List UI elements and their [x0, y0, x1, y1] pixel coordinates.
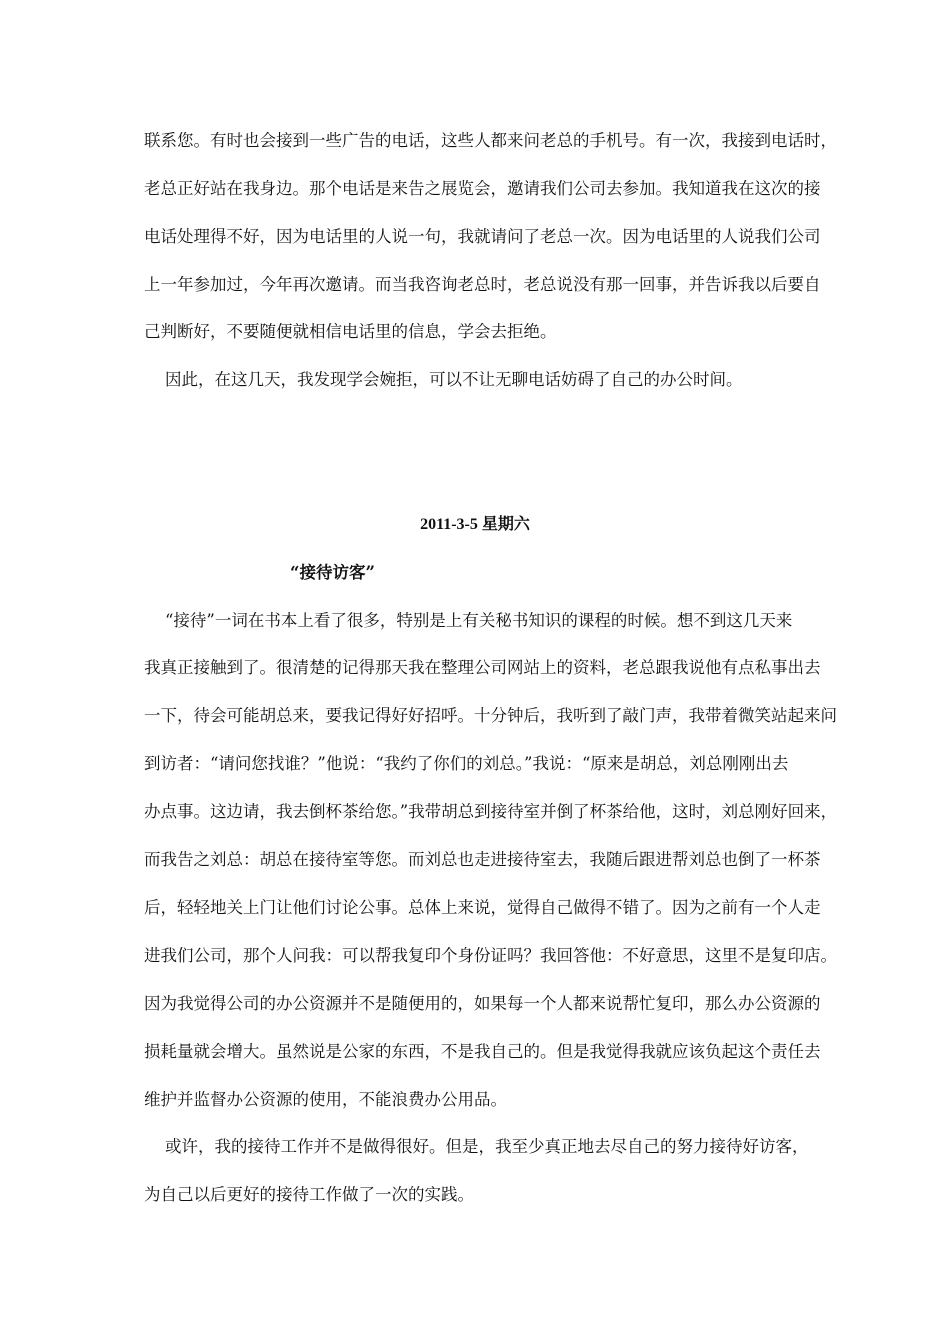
- paragraph-line: 进我们公司，那个人问我：可以帮我复印个身份证吗？我回答他：不好意思，这里不是复印店。: [144, 946, 837, 965]
- paragraph-line: 一下，待会可能胡总来，要我记得好好招呼。十分钟后，我听到了敲门声，我带着微笑站起来问: [144, 706, 837, 725]
- closing-paragraph: 因此，在这几天，我发现学会婉拒，可以不让无聊电话妨碍了自己的办公时间。: [165, 370, 743, 389]
- paragraph-line: “接待”一词在书本上看了很多，特别是上有关秘书知识的课程的时候。想不到这几天来: [165, 611, 793, 630]
- paragraph-line: 损耗量就会增大。虽然说是公家的东西，不是我自己的。但是我觉得我就应该负起这个责任去: [144, 1042, 821, 1061]
- closing-paragraph-line: 为自己以后更好的接待工作做了一次的实践。: [144, 1185, 474, 1204]
- paragraph-line: 上一年参加过，今年再次邀请。而当我咨询老总时，老总说没有那一回事，并告诉我以后要自: [144, 275, 821, 294]
- paragraph-line: 办点事。这边请，我去倒杯茶给您。”我带胡总到接待室并倒了杯茶给他，这时，刘总刚好回来，: [144, 802, 838, 821]
- paragraph-line: 我真正接触到了。很清楚的记得那天我在整理公司网站上的资料，老总跟我说他有点私事出去: [144, 658, 821, 677]
- entry-date: 2011-3-5 星期六: [420, 516, 530, 533]
- closing-paragraph-line: 或许，我的接待工作并不是做得很好。但是，我至少真正地去尽自己的努力接待好访客，: [165, 1137, 809, 1156]
- paragraph-line: 到访者：“请问您找谁？”他说：“我约了你们的刘总。”我说：“原来是胡总，刘总刚刚出去: [144, 754, 789, 773]
- paragraph-line: 维护并监督办公资源的使用，不能浪费办公用品。: [144, 1090, 507, 1109]
- paragraph-line: 老总正好站在我身边。那个电话是来告之展览会，邀请我们公司去参加。我知道我在这次的接: [144, 179, 821, 198]
- paragraph-line: 己判断好，不要随便就相信电话里的信息，学会去拒绝。: [144, 322, 557, 341]
- paragraph-line: 后，轻轻地关上门让他们讨论公事。总体上来说，觉得自己做得不错了。因为之前有一个人走: [144, 898, 821, 917]
- paragraph-line: 联系您。有时也会接到一些广告的电话，这些人都来问老总的手机号。有一次，我接到电话时，: [144, 131, 837, 150]
- paragraph-line: 而我告之刘总：胡总在接待室等您。而刘总也走进接待室去，我随后跟进帮刘总也倒了一杯茶: [144, 850, 821, 869]
- paragraph-line: 电话处理得不好，因为电话里的人说一句，我就请问了老总一次。因为电话里的人说我们公司: [144, 227, 821, 246]
- entry-title: “接待访客”: [290, 563, 375, 582]
- paragraph-line: 因为我觉得公司的办公资源并不是随便用的，如果每一个人都来说帮忙复印，那么办公资源的: [144, 994, 821, 1013]
